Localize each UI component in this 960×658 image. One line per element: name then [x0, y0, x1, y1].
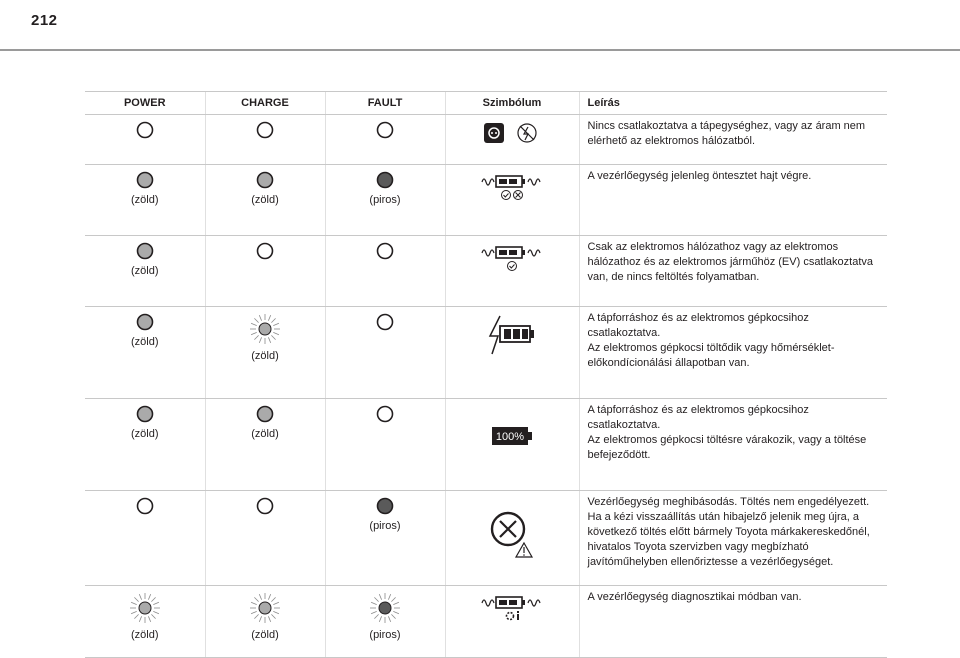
- charge-led-on-icon: [255, 404, 275, 424]
- fault-cell: [325, 586, 445, 658]
- description-cell: [579, 399, 887, 491]
- power-led-label: (zöld): [130, 194, 159, 206]
- table-row: [85, 165, 887, 236]
- power-led-on-icon: [135, 170, 155, 190]
- table-row: [85, 399, 887, 491]
- power-led-label: (zöld): [130, 629, 159, 641]
- charging-battery-icon: [480, 312, 544, 356]
- description-text: Vezérlőegység meghibásodás. Töltés nem engedélyezett. Ha a kézi visszaállítás után hibajelző jelenik meg újra, a következő töltés előtt bármely Toyota márkakereskedőnél, hivatalos Toyota szervizben vagy megbízható javítóműhelyben ellenőriztesse a vezérlőegységet.: [587, 496, 870, 568]
- description-cell: [579, 165, 887, 236]
- power-led-label: (zöld): [130, 336, 159, 348]
- description-text: A vezérlőegység jelenleg öntesztet hajt végre.: [587, 170, 812, 182]
- charge-led-label: (zöld): [251, 194, 279, 206]
- table-row: [85, 586, 887, 658]
- table-row: [85, 236, 887, 307]
- fault-led-off-icon: [375, 120, 395, 140]
- symbol-cell: [445, 399, 579, 491]
- table-row: [85, 491, 887, 586]
- power-cell: [85, 236, 205, 307]
- charge-led-label: (zöld): [251, 428, 279, 440]
- fault-led-blink-icon: [368, 591, 402, 625]
- symbol-cell: [445, 165, 579, 236]
- power-led-label: (zöld): [130, 265, 159, 277]
- description-cell: [579, 491, 887, 586]
- description-cell: [579, 236, 887, 307]
- header-rule: [0, 49, 960, 51]
- charge-led-off-icon: [255, 241, 275, 261]
- symbol-cell: [445, 491, 579, 586]
- table-row: [85, 307, 887, 399]
- fault-cell: [325, 307, 445, 399]
- power-led-on-icon: [135, 404, 155, 424]
- power-led-off-icon: [135, 120, 155, 140]
- power-cell: [85, 399, 205, 491]
- charge-led-off-icon: [255, 496, 275, 516]
- fault-led-label: (piros): [369, 629, 401, 641]
- charge-cell: [205, 307, 325, 399]
- charge-led-label: (zöld): [251, 350, 279, 362]
- table-header-row: [85, 92, 887, 115]
- self-test-icon: [480, 170, 544, 202]
- fault-led-label: (piros): [369, 520, 401, 532]
- header-symbol: Szimbólum: [445, 92, 579, 115]
- charge-led-blink-icon: [248, 591, 282, 625]
- page-number: 212: [31, 12, 58, 29]
- table-row: [85, 115, 887, 165]
- power-cell: [85, 307, 205, 399]
- fault-led-on-icon: [375, 496, 395, 516]
- connected-standby-icon: [480, 241, 544, 273]
- symbol-cell: [445, 586, 579, 658]
- fault-warning-icon: [480, 505, 544, 561]
- plug-crossed-icon: [480, 120, 544, 146]
- power-cell: [85, 586, 205, 658]
- header-description: Leírás: [579, 92, 887, 115]
- charge-cell: [205, 399, 325, 491]
- charge-led-on-icon: [255, 170, 275, 190]
- fault-cell: [325, 165, 445, 236]
- description-text: A tápforráshoz és az elektromos gépkocsihoz csatlakoztatva. Az elektromos gépkocsi töltésre várakozik, vagy a töltése befejeződött.: [587, 404, 867, 461]
- power-led-on-icon: [135, 241, 155, 261]
- fault-cell: [325, 491, 445, 586]
- battery-full-icon: [480, 419, 544, 453]
- fault-cell: [325, 399, 445, 491]
- svg-text:100%: 100%: [495, 431, 525, 443]
- led-status-table: [85, 91, 887, 658]
- fault-cell: [325, 236, 445, 307]
- power-led-label: (zöld): [130, 428, 159, 440]
- fault-led-off-icon: [375, 312, 395, 332]
- description-text: Csak az elektromos hálózathoz vagy az elektromos hálózathoz és az elektromos járműhöz (EV) csatlakoztatva van, de nincs feltöltés folyamatban.: [587, 241, 874, 283]
- symbol-cell: [445, 236, 579, 307]
- power-led-on-icon: [135, 312, 155, 332]
- charge-cell: [205, 115, 325, 165]
- header-power: POWER: [85, 92, 205, 115]
- charge-led-label: (zöld): [251, 629, 279, 641]
- charge-led-off-icon: [255, 120, 275, 140]
- description-text: Nincs csatlakoztatva a tápegységhez, vagy az áram nem elérhető az elektromos hálózatból.: [587, 120, 866, 147]
- power-cell: [85, 491, 205, 586]
- power-cell: [85, 165, 205, 236]
- fault-cell: [325, 115, 445, 165]
- power-cell: [85, 115, 205, 165]
- description-cell: [579, 307, 887, 399]
- fault-led-on-icon: [375, 170, 395, 190]
- charge-cell: [205, 165, 325, 236]
- diagnostic-mode-icon: [480, 591, 544, 623]
- power-led-off-icon: [135, 496, 155, 516]
- description-text: A tápforráshoz és az elektromos gépkocsihoz csatlakoztatva. Az elektromos gépkocsi töltődik vagy hőmérséklet-előkondícionálási állapotban van.: [587, 312, 835, 369]
- charge-cell: [205, 236, 325, 307]
- description-text: A vezérlőegység diagnosztikai módban van.: [587, 591, 802, 603]
- power-led-blink-icon: [128, 591, 162, 625]
- symbol-cell: [445, 307, 579, 399]
- fault-led-off-icon: [375, 404, 395, 424]
- description-cell: [579, 586, 887, 658]
- charge-led-blink-icon: [248, 312, 282, 346]
- symbol-cell: [445, 115, 579, 165]
- description-cell: [579, 115, 887, 165]
- charge-cell: [205, 586, 325, 658]
- fault-led-off-icon: [375, 241, 395, 261]
- charge-cell: [205, 491, 325, 586]
- fault-led-label: (piros): [369, 194, 401, 206]
- header-charge: CHARGE: [205, 92, 325, 115]
- header-fault: FAULT: [325, 92, 445, 115]
